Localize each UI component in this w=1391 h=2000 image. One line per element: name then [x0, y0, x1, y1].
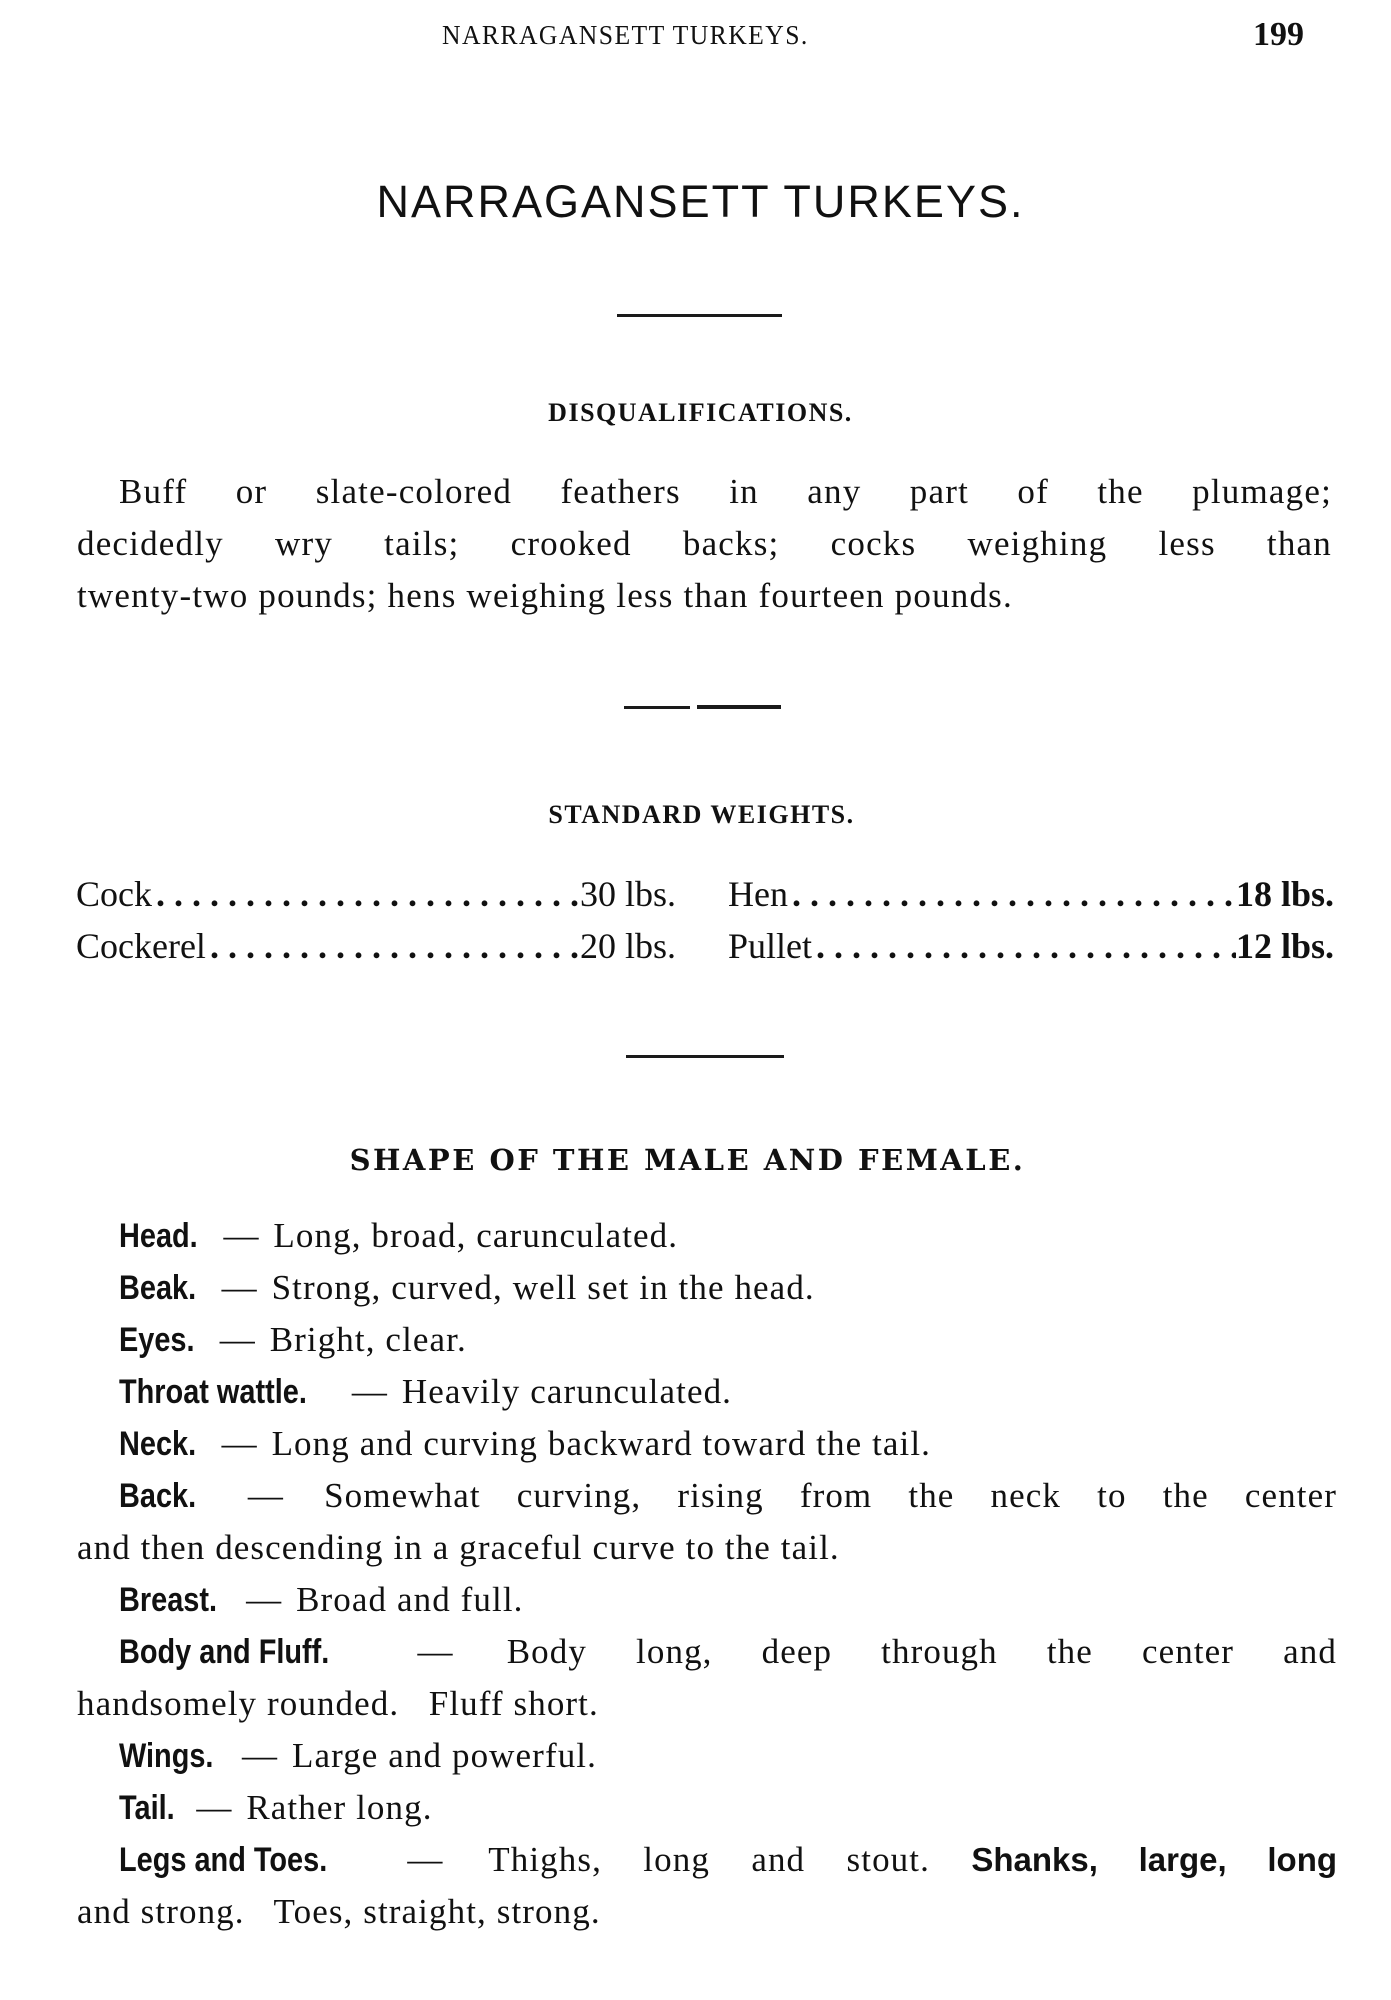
list-item [77, 1210, 1337, 1262]
divider-rule [626, 1055, 784, 1058]
weight-label: Cockerel [76, 926, 206, 966]
weight-value: 30 lbs. [579, 874, 676, 914]
list-item-continuation: and strong. Toes, straight, strong. [77, 1892, 601, 1931]
item-term: Neck. [119, 1425, 197, 1463]
item-text: Thighs, long and stout. [488, 1840, 930, 1879]
item-text: Rather long. [246, 1788, 433, 1827]
weight-value: 20 lbs. [579, 926, 676, 966]
list-item [77, 1470, 1337, 1522]
weights-row [76, 920, 1336, 972]
paragraph-line: Buff or slate-colored feathers in any part of the plumage; [119, 472, 1332, 511]
item-text: Long, broad, carunculated. [273, 1216, 679, 1255]
weight-entry [76, 868, 676, 920]
item-term: Beak. [119, 1269, 197, 1307]
weight-value: 18 lbs. [1235, 874, 1334, 914]
item-dash: — [351, 1372, 388, 1411]
divider-rule [624, 706, 690, 709]
item-dash: — [221, 1268, 258, 1307]
weight-value: 12 lbs. [1235, 926, 1334, 966]
item-text: Bright, clear. [269, 1320, 467, 1359]
item-term: Breast. [119, 1581, 217, 1619]
item-term: Throat wattle. [119, 1373, 307, 1411]
list-item [77, 1782, 1337, 1834]
weight-label: Pullet [728, 926, 813, 966]
leader-dots [788, 868, 1236, 920]
list-item [77, 1730, 1337, 1782]
item-dash: — [417, 1632, 454, 1671]
item-dash: — [247, 1476, 284, 1515]
item-text: Broad and full. [296, 1580, 524, 1619]
item-term: Head. [119, 1217, 198, 1255]
disqualifications-paragraph [77, 466, 1332, 622]
item-bold-text: Shanks, large, long [971, 1841, 1338, 1878]
leader-dots [152, 868, 580, 920]
item-text: Somewhat curving, rising from the neck to the center [324, 1476, 1337, 1515]
item-text: Large and powerful. [291, 1736, 597, 1775]
item-text: Heavily carunculated. [401, 1372, 733, 1411]
disqualifications-heading: DISQUALIFICATIONS. [548, 398, 853, 427]
list-item [77, 1574, 1337, 1626]
running-head-title: NARRAGANSETT TURKEYS. [442, 20, 809, 50]
weight-entry [728, 868, 1334, 920]
list-item [77, 1314, 1337, 1366]
item-term: Wings. [119, 1737, 214, 1775]
shape-description-list [77, 1210, 1337, 1938]
item-text: Long and curving backward toward the tail. [271, 1424, 932, 1463]
item-text: Strong, curved, well set in the head. [271, 1268, 815, 1307]
paragraph-line: decidedly wry tails; crooked backs; cocks weighing less than [77, 524, 1332, 563]
chapter-title: NARRAGANSETT TURKEYS. [376, 176, 1025, 227]
page-number: 199 [1253, 16, 1304, 53]
weight-entry [76, 920, 676, 972]
item-dash: — [407, 1840, 444, 1879]
paragraph-line: twenty-two pounds; hens weighing less than fourteen pounds. [77, 576, 1013, 615]
weight-entry [728, 920, 1334, 972]
item-term: Eyes. [119, 1321, 195, 1359]
list-item-continuation: handsomely rounded. Fluff short. [77, 1684, 599, 1723]
standard-weights-table [76, 868, 1336, 972]
weights-row [76, 868, 1336, 920]
item-term: Legs and Toes. [119, 1841, 328, 1879]
weight-label: Hen [728, 874, 788, 914]
leader-dots [812, 920, 1236, 972]
weight-label: Cock [76, 874, 152, 914]
divider-rule [697, 705, 781, 709]
list-item [77, 1262, 1337, 1314]
list-item [77, 1626, 1337, 1678]
item-term: Back. [119, 1477, 197, 1515]
list-item [77, 1366, 1337, 1418]
item-text: Body long, deep through the center and [506, 1632, 1337, 1671]
item-dash: — [221, 1424, 258, 1463]
list-item [77, 1418, 1337, 1470]
item-term: Tail. [119, 1789, 175, 1827]
item-dash: — [219, 1320, 256, 1359]
divider-rule [617, 314, 782, 317]
shape-heading: SHAPE OF THE MALE AND FEMALE. [349, 1143, 1026, 1177]
leader-dots [206, 920, 580, 972]
list-item-continuation: and then descending in a graceful curve to the tail. [77, 1528, 840, 1567]
item-dash: — [246, 1580, 283, 1619]
list-item [77, 1834, 1337, 1886]
standard-weights-heading: STANDARD WEIGHTS. [548, 800, 855, 829]
item-dash: — [196, 1788, 233, 1827]
item-dash: — [223, 1216, 260, 1255]
running-head [0, 18, 1391, 58]
item-dash: — [242, 1736, 279, 1775]
item-term: Body and Fluff. [119, 1633, 330, 1671]
